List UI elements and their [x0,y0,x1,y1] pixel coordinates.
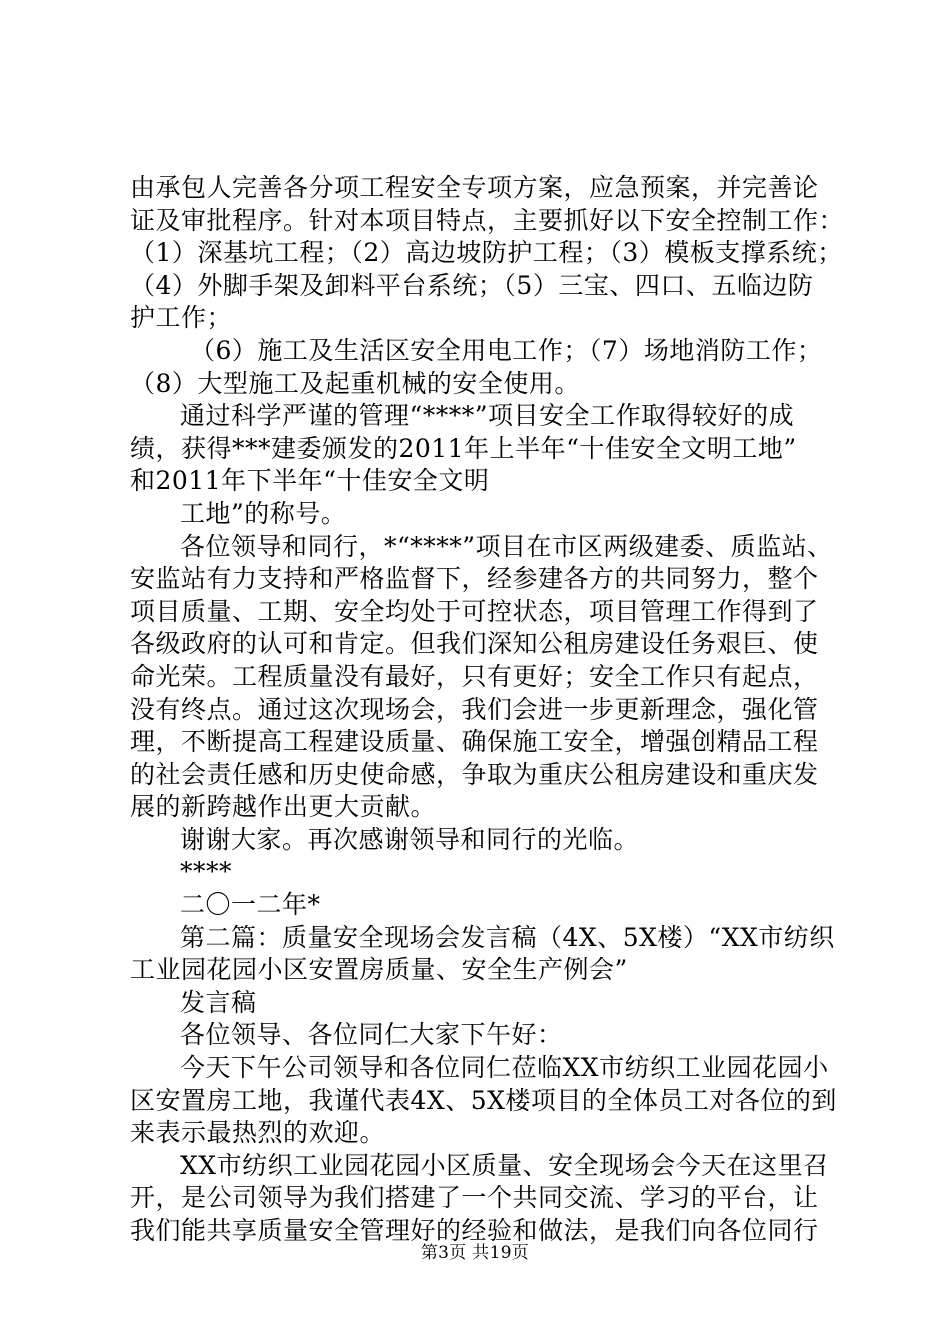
text-line: （6）施工及生活区安全用电工作；（7）场地消防工作； [190,335,823,365]
text-line: 发言稿 [180,987,257,1017]
text-line: 工业园花园小区安置房质量、安全生产例会” [130,955,628,985]
text-line: 护工作； [130,303,233,333]
text-line: （8）大型施工及起重机械的安全使用。 [130,368,580,398]
text-line: 命光荣。工程质量没有最好，只有更好；安全工作只有起点， [130,661,819,691]
text-line: 二〇一二年* [180,890,321,920]
text-line: （1）深基坑工程；（2）高边坡防护工程；（3）模板支撑系统； [130,238,843,268]
text-line: （4）外脚手架及卸料平台系统；（5）三宝、四口、五临边防 [130,270,814,300]
text-line: 我们能共享质量安全管理好的经验和做法，是我们向各位同行 [130,1216,819,1245]
text-line: 工地”的称号。 [180,498,347,528]
text-line: 由承包人完善各分项工程安全专项方案，应急预案，并完善论 [130,173,819,202]
text-line: XX市纺织工业园花园小区质量、安全现场会今天在这里召 [180,1150,829,1180]
text-line: 没有终点。通过这次现场会，我们会进一步更新理念，强化管 [130,694,819,724]
text-line: 展的新跨越作出更大贡献。 [130,792,437,822]
text-line: 各位领导、各位同仁大家下午好： [180,1020,563,1050]
page-footer: 第3页 共19页 [420,1243,530,1263]
text-line: 开，是公司领导为我们搭建了一个共同交流、学习的平台，让 [130,1183,819,1213]
text-line: **** [180,857,232,887]
text-line: 各位领导和同行，*“****”项目在市区两级建委、质监站、 [180,531,833,561]
text-line: 理，不断提高工程建设质量、确保施工安全，增强创精品工程 [130,727,819,757]
text-line: 来表示最热烈的欢迎。 [130,1118,386,1148]
text-line: 通过科学严谨的管理“****”项目安全工作取得较好的成 [180,401,795,431]
text-line: 第二篇：质量安全现场会发言稿（4X、5X楼）“XX市纺织 [180,922,835,952]
text-line: 安监站有力支持和严格监督下，经参建各方的共同努力，整个 [130,564,819,594]
text-line: 今天下午公司领导和各位同仁莅临XX市纺织工业园花园小 [180,1053,829,1083]
text-line: 绩，获得***建委颁发的2011年上半年“十佳安全文明工地” [130,433,797,463]
text-line: 谢谢大家。再次感谢领导和同行的光临。 [180,824,640,854]
text-line: 项目质量、工期、安全均处于可控状态，项目管理工作得到了 [130,596,819,626]
text-line: 和2011年下半年“十佳安全文明 [130,466,490,496]
text-line: 证及审批程序。针对本项目特点，主要抓好以下安全控制工作： [130,205,845,235]
text-line: 的社会责任感和历史使命感，争取为重庆公租房建设和重庆发 [130,759,819,789]
text-line: 区安置房工地，我谨代表4X、5X楼项目的全体员工对各位的到 [130,1085,837,1115]
text-line: 各级政府的认可和肯定。但我们深知公租房建设任务艰巨、使 [130,629,819,659]
document-body [130,172,845,1248]
